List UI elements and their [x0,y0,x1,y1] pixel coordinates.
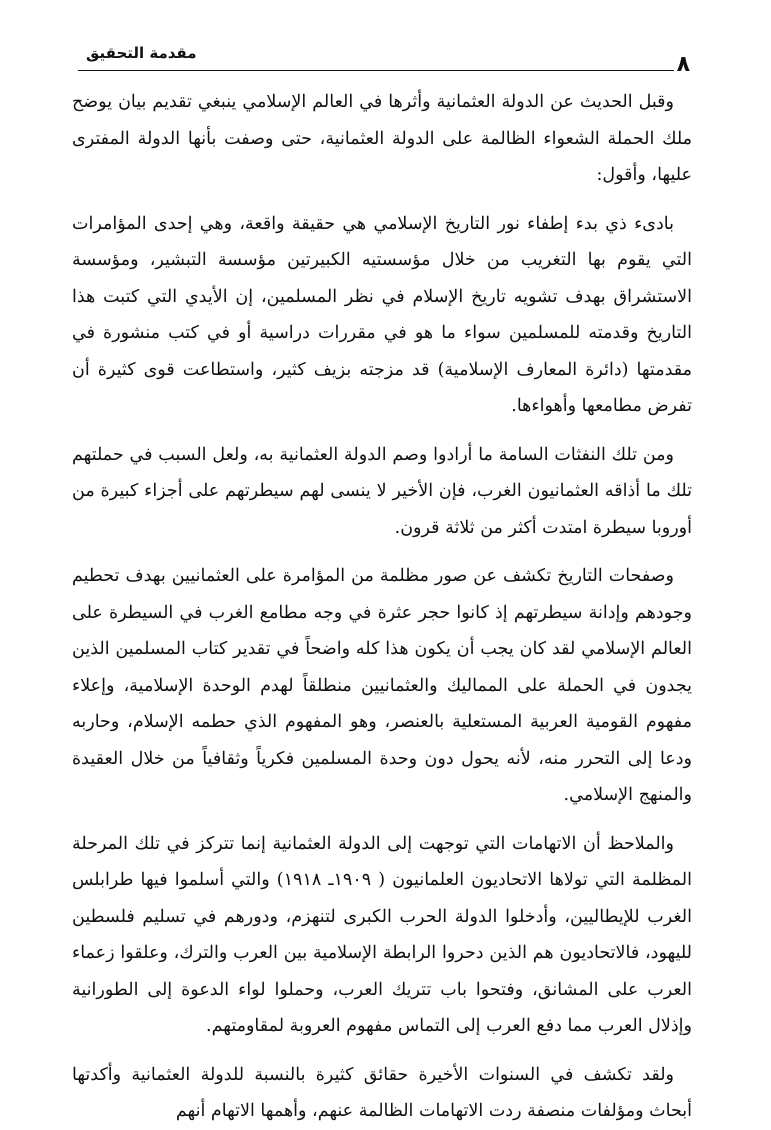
header-rule [78,70,674,71]
paragraph: ولقد تكشف في السنوات الأخيرة حقائق كثيرة بالنسبة للدولة العثمانية وأكدتها أبحاث ومؤلفات منصفة ردت الاتهامات الظالمة عنهم، وأهمها الاتهام أنهم [72,1064,692,1121]
paragraph: والملاحظ أن الاتهامات التي توجهت إلى الدولة العثمانية إنما تتركز في تلك المرحلة المظلمة التي تولاها الاتحاديون العلمانيون ( ١٩٠٩ـ ١٩١٨) والتي أسلموا فيها طرابلس الغرب للإيطاليين، وأدخلوا الدولة الحرب الكبرى لتنهزم، ودورهم في تسليم فلسطين لليهود، فالاتحاديون هم الذين دحروا الرابطة الإسلامية بين العرب والترك، وعلقوا زعماء العرب على المشانق، وفتحوا باب تتريك العرب، وحملوا لواء الدعوة إلى الطورانية وإذلال العرب مما دفع العرب إلى التماس مفهوم العروبة لمقاومتهم. [72,833,692,1036]
page-number: ٨ [676,52,690,77]
running-head [70,34,690,77]
paragraph: وصفحات التاريخ تكشف عن صور مظلمة من المؤامرة على العثمانيين بهدف تحطيم وجودهم وإدانة سيطرتهم إذ كانوا حجر عثرة في وجه مطامع الغرب في السيطرة على العالم الإسلامي لقد كان يجب أن يكون هذا كله واضحاً في تقدير كتاب المسلمين الذين يجدون في الحملة على المماليك والعثمانيين منطلقاً لهدم الوحدة الإسلامية، وإعلاء مفهوم القومية العربية المستعلية بالعنصر، وهو المفهوم الذي حطمه الإسلام، وحاربه ودعا إلى التحرر منه، لأنه يحول دون وحدة المسلمين فكرياً وثقافياً من خلال العقيدة والمنهج الإسلامي. [72,566,692,805]
running-title: مقدمة التحقيق [86,44,197,62]
paragraph: وقبل الحديث عن الدولة العثمانية وأثرها في العالم الإسلامي ينبغي تقديم بيان يوضح ملك الحملة الشعواء الظالمة على الدولة العثمانية، حتى وصفت بأنها الدولة المفترى عليها، وأقول: [72,92,692,185]
paragraph: بادىء ذي بدء إطفاء نور التاريخ الإسلامي هي حقيقة واقعة، وهي إحدى المؤامرات التي يقوم بها التغريب من خلال مؤسستيه الكبيرتين مؤسسة التبشير، ومؤسسة الاستشراق بهدف تشويه تاريخ الإسلام في نظر المسلمين، إن الأيدي التي كتبت هذا التاريخ وقدمته للمسلمين سواء ما هو في مقررات دراسية أو في كتب منشورة في مقدمتها (دائرة المعارف الإسلامية) قد مزجته بزيف كثير، واستطاعت قوى كثيرة أن تفرض مطامعها وأهواءها. [72,213,692,416]
paragraph: ومن تلك النفثات السامة ما أرادوا وصم الدولة العثمانية به، ولعل السبب في حملتهم تلك ما أذاقه العثمانيون الغرب، فإن الأخير لا ينسى لهم سيطرتهم على أجزاء كبيرة من أوروبا سيطرة امتدت أكثر من ثلاثة قرون. [72,444,692,538]
body-text [72,84,692,1130]
